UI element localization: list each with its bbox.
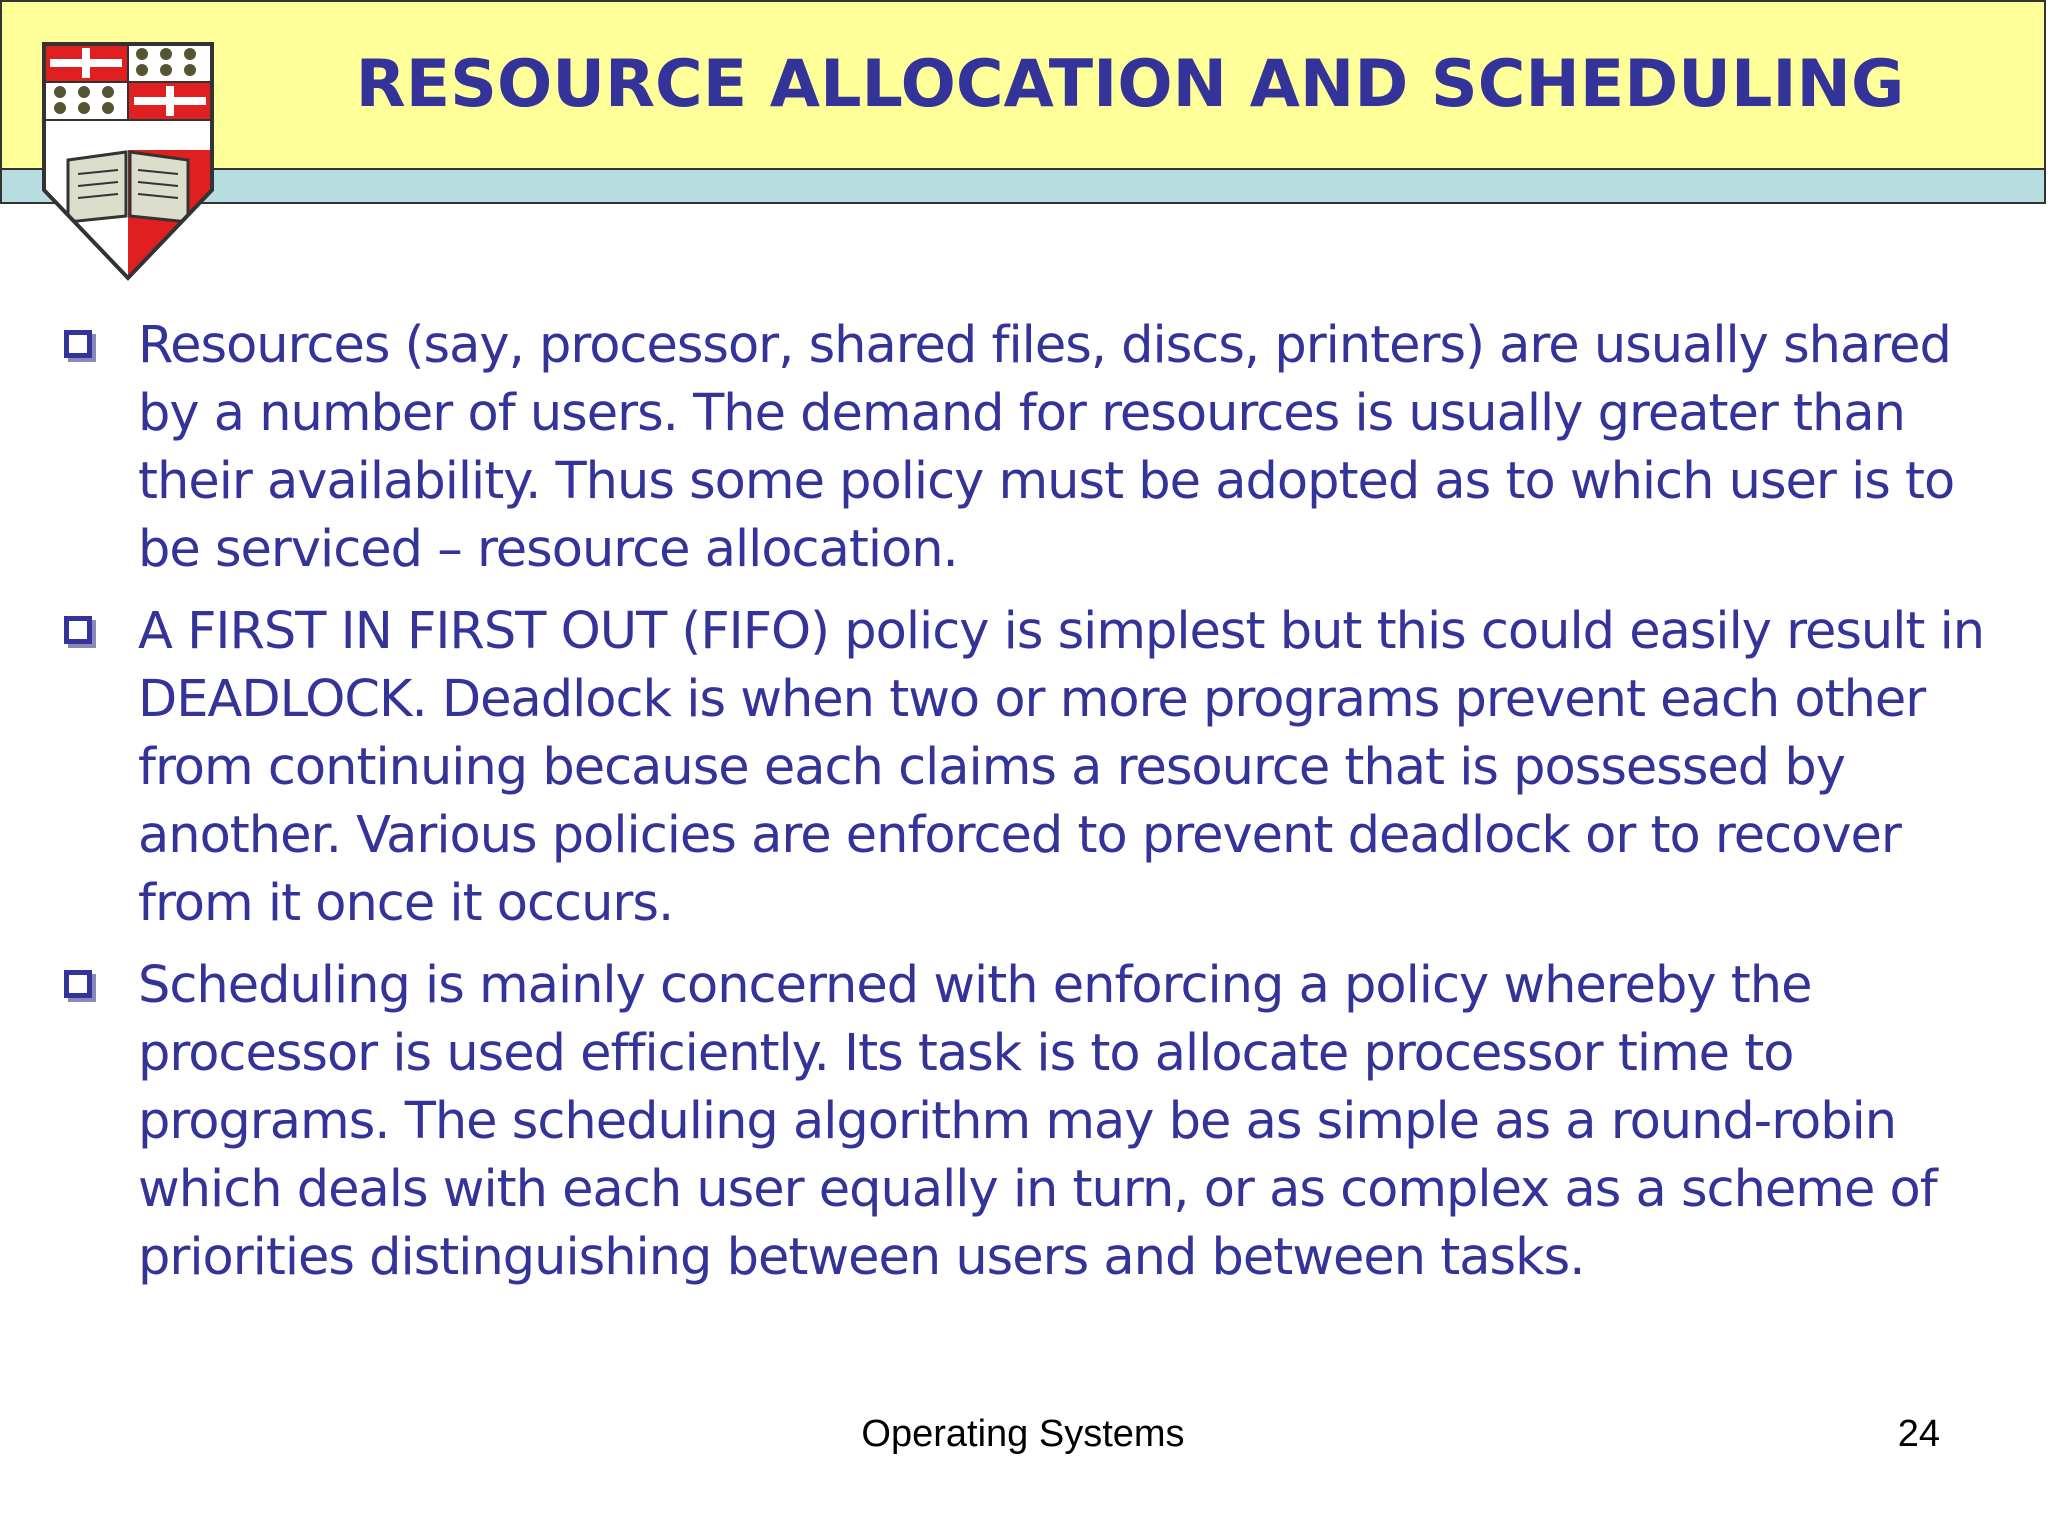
bullet-item-resources [58,312,1998,584]
bullet-text: Scheduling is mainly concerned with enforcing a policy whereby the processor is used efficiently. Its task is to allocate processor time to programs. The scheduling algorithm may be as simple as a round-robin which deals with each user equally in turn, or as complex as a scheme of priorities distinguishing between users and between tasks. [138,956,1937,1287]
page-number: 24 [1897,1413,1940,1455]
slide-title: RESOURCE ALLOCATION AND SCHEDULING [355,47,1905,122]
hollow-square-bullet-icon [64,970,92,998]
title-accent-band [0,170,2046,204]
bullet-item-fifo [58,598,1998,938]
bullet-item-scheduling [58,952,1998,1292]
university-crest-logo [38,40,218,284]
bullet-text: A FIRST IN FIRST OUT (FIFO) policy is simplest but this could easily result in DEADLOCK. Deadlock is when two or more programs prevent each other from continuing because each claims a resource that is possessed by another. Various policies are enforced to prevent deadlock or to recover from it once it occurs. [138,602,1985,933]
bullet-text: Resources (say, processor, shared files, discs, printers) are usually shared by a number of users. The demand for resources is usually greater than their availability. Thus some policy must be adopted as to which user is to be serviced – resource allocation. [138,316,1955,579]
hollow-square-bullet-icon [64,616,92,644]
bullet-list [58,312,1998,1306]
footer-course-name: Operating Systems [861,1413,1185,1455]
hollow-square-bullet-icon [64,330,92,358]
